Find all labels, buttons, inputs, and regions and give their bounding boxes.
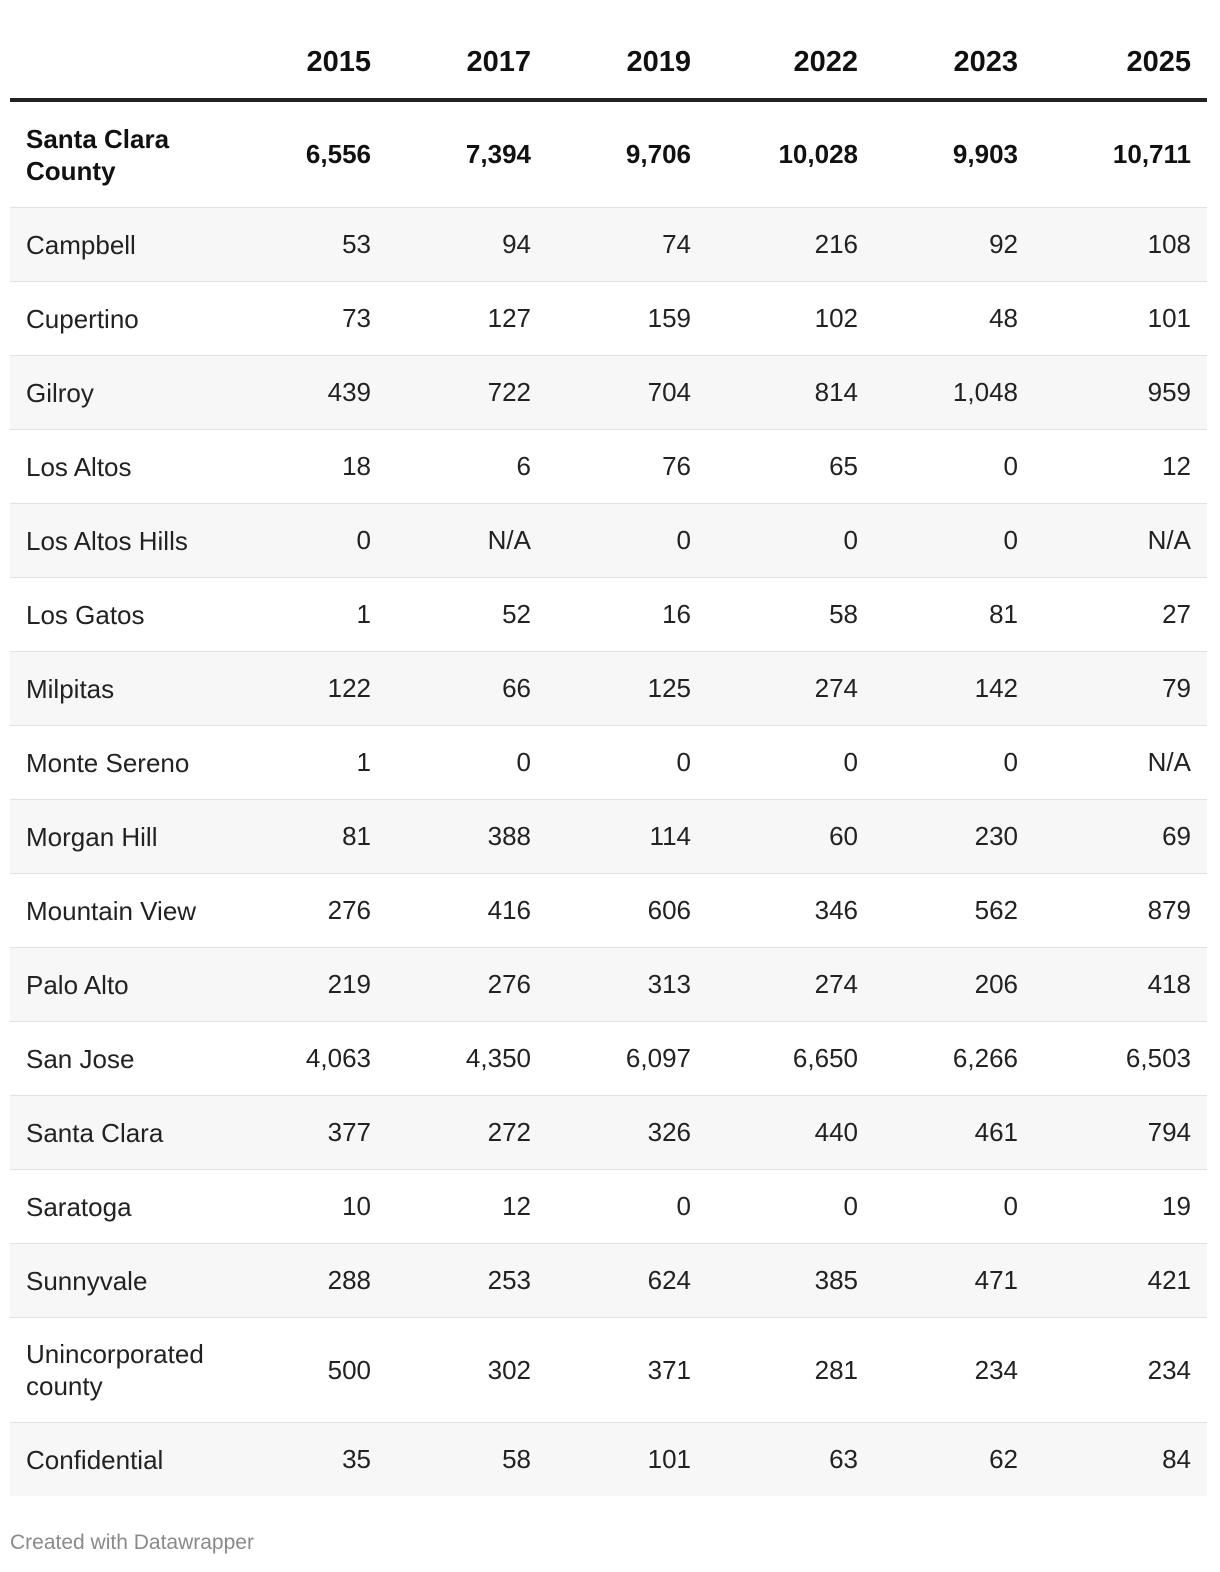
value-cell: 326: [547, 1096, 707, 1170]
row-label: Palo Alto: [10, 948, 270, 1022]
value-cell: 102: [707, 282, 874, 356]
value-cell: 371: [547, 1318, 707, 1423]
value-cell: 230: [874, 800, 1034, 874]
row-label: San Jose: [10, 1022, 270, 1096]
value-cell: 440: [707, 1096, 874, 1170]
row-label: Los Altos: [10, 430, 270, 504]
value-cell: 0: [270, 504, 387, 578]
table-row: [10, 800, 1207, 874]
value-cell: N/A: [1034, 504, 1207, 578]
value-cell: 9,706: [547, 100, 707, 208]
header-row: [10, 26, 1207, 100]
value-cell: 385: [707, 1244, 874, 1318]
row-label: Sunnyvale: [10, 1244, 270, 1318]
table-row: [10, 1096, 1207, 1170]
value-cell: 74: [547, 208, 707, 282]
value-cell: 62: [989, 1444, 1018, 1474]
value-cell: 216: [707, 208, 874, 282]
table-row: [10, 874, 1207, 948]
value-cell: 92: [874, 208, 1034, 282]
value-cell: 388: [387, 800, 547, 874]
value-cell: 253: [387, 1244, 547, 1318]
value-cell: 125: [547, 652, 707, 726]
value-cell: 276: [387, 948, 547, 1022]
table-row-total: [10, 100, 1207, 208]
header-cell-year: 2023: [874, 26, 1034, 100]
value-cell: 606: [547, 874, 707, 948]
value-cell: 4,063: [270, 1022, 387, 1096]
value-cell: 281: [707, 1318, 874, 1423]
value-cell: 27: [1034, 578, 1207, 652]
value-cell: 959: [1034, 356, 1207, 430]
table-header: [10, 26, 1207, 100]
value-cell: 159: [547, 282, 707, 356]
value-cell: 19: [1034, 1170, 1207, 1244]
table-row: [10, 356, 1207, 430]
value-cell: 4,350: [387, 1022, 547, 1096]
row-label: Confidential: [26, 1444, 164, 1475]
value-cell: 6,097: [547, 1022, 707, 1096]
row-label: Los Gatos: [10, 578, 270, 652]
table-row: [10, 504, 1207, 578]
value-cell: 35: [342, 1444, 371, 1474]
table-row: [10, 1022, 1207, 1096]
table-row: [10, 578, 1207, 652]
header-cell-year: 2025: [1034, 26, 1207, 100]
value-cell: 274: [707, 948, 874, 1022]
value-cell: 439: [270, 356, 387, 430]
value-cell: 814: [707, 356, 874, 430]
row-label: Los Altos Hills: [10, 504, 270, 578]
value-cell: 63: [829, 1444, 858, 1474]
value-cell: 0: [547, 1170, 707, 1244]
value-cell: 219: [270, 948, 387, 1022]
value-cell: 272: [387, 1096, 547, 1170]
value-cell: 206: [874, 948, 1034, 1022]
value-cell: 0: [707, 726, 874, 800]
value-cell: 18: [270, 430, 387, 504]
value-cell: 16: [547, 578, 707, 652]
value-cell: 101: [1034, 282, 1207, 356]
value-cell: 0: [874, 726, 1034, 800]
header-cell-name: [10, 26, 270, 100]
row-label: Gilroy: [10, 356, 270, 430]
value-cell: 500: [270, 1318, 387, 1423]
row-label: Santa Clara County: [10, 100, 270, 208]
value-cell: 274: [707, 652, 874, 726]
value-cell: 6: [387, 430, 547, 504]
value-cell: 0: [874, 504, 1034, 578]
value-cell: 6,266: [874, 1022, 1034, 1096]
value-cell: 288: [270, 1244, 387, 1318]
row-label: Milpitas: [10, 652, 270, 726]
value-cell: N/A: [1034, 726, 1207, 800]
value-cell: 302: [387, 1318, 547, 1423]
value-cell: 0: [707, 504, 874, 578]
value-cell: 73: [270, 282, 387, 356]
value-cell: 471: [874, 1244, 1034, 1318]
value-cell: 0: [547, 726, 707, 800]
value-cell: 722: [387, 356, 547, 430]
value-cell: 101: [647, 1444, 691, 1474]
value-cell: 879: [1034, 874, 1207, 948]
table-row: [10, 1318, 1207, 1423]
value-cell: 76: [547, 430, 707, 504]
value-cell: 416: [387, 874, 547, 948]
value-cell: 142: [874, 652, 1034, 726]
row-label: Santa Clara: [10, 1096, 270, 1170]
value-cell: 127: [387, 282, 547, 356]
value-cell: 377: [270, 1096, 387, 1170]
header-cell-year: 2022: [707, 26, 874, 100]
value-cell: 6,650: [707, 1022, 874, 1096]
value-cell: 81: [270, 800, 387, 874]
value-cell: 562: [874, 874, 1034, 948]
value-cell: 234: [874, 1318, 1034, 1423]
value-cell: 65: [707, 430, 874, 504]
table-row: [10, 208, 1207, 282]
value-cell: 421: [1034, 1244, 1207, 1318]
table-row: [10, 948, 1207, 1022]
value-cell: 60: [707, 800, 874, 874]
value-cell: 10,028: [707, 100, 874, 208]
value-cell: 1,048: [874, 356, 1034, 430]
value-cell: 12: [1034, 430, 1207, 504]
data-table: [10, 26, 1207, 1496]
value-cell: 313: [547, 948, 707, 1022]
value-cell: 704: [547, 356, 707, 430]
value-cell: 81: [874, 578, 1034, 652]
value-cell: 0: [707, 1170, 874, 1244]
table-row: [10, 1170, 1207, 1244]
table-row: [10, 430, 1207, 504]
value-cell: 10,711: [1034, 100, 1207, 208]
value-cell: 461: [874, 1096, 1034, 1170]
value-cell: 1: [270, 578, 387, 652]
value-cell: 6,556: [270, 100, 387, 208]
value-cell: 0: [547, 504, 707, 578]
row-label: Saratoga: [10, 1170, 270, 1244]
value-cell: 122: [270, 652, 387, 726]
table-row: [10, 726, 1207, 800]
value-cell: 624: [547, 1244, 707, 1318]
value-cell: 12: [387, 1170, 547, 1244]
header-cell-year: 2017: [387, 26, 547, 100]
value-cell: 10: [270, 1170, 387, 1244]
value-cell: 1: [270, 726, 387, 800]
value-cell: 114: [547, 800, 707, 874]
value-cell: 0: [387, 726, 547, 800]
table-row: [10, 1244, 1207, 1318]
value-cell: 84: [1162, 1444, 1191, 1474]
value-cell: 234: [1034, 1318, 1207, 1423]
value-cell: 794: [1034, 1096, 1207, 1170]
row-label: Mountain View: [10, 874, 270, 948]
value-cell: 9,903: [874, 100, 1034, 208]
value-cell: 53: [270, 208, 387, 282]
value-cell: 58: [707, 578, 874, 652]
value-cell: 418: [1034, 948, 1207, 1022]
header-cell-year: 2015: [270, 26, 387, 100]
value-cell: 346: [707, 874, 874, 948]
header-cell-year: 2019: [547, 26, 707, 100]
table-row: [10, 1423, 1207, 1497]
data-table-container: [10, 26, 1207, 1496]
value-cell: 108: [1034, 208, 1207, 282]
value-cell: 69: [1034, 800, 1207, 874]
value-cell: 276: [270, 874, 387, 948]
value-cell: 58: [502, 1444, 531, 1474]
value-cell: 94: [387, 208, 547, 282]
table-row: [10, 652, 1207, 726]
value-cell: 52: [387, 578, 547, 652]
value-cell: 7,394: [387, 100, 547, 208]
table-body: [10, 100, 1207, 1496]
row-label: Cupertino: [10, 282, 270, 356]
row-label: Monte Sereno: [10, 726, 270, 800]
datawrapper-credit: Created with Datawrapper: [10, 1531, 254, 1554]
value-cell: 6,503: [1034, 1022, 1207, 1096]
value-cell: 79: [1034, 652, 1207, 726]
value-cell: 66: [387, 652, 547, 726]
row-label: Campbell: [10, 208, 270, 282]
value-cell: 48: [874, 282, 1034, 356]
value-cell: N/A: [387, 504, 547, 578]
table-row: [10, 282, 1207, 356]
row-label: Morgan Hill: [10, 800, 270, 874]
row-label: Unincorporated county: [10, 1318, 270, 1423]
value-cell: 0: [874, 430, 1034, 504]
value-cell: 0: [874, 1170, 1034, 1244]
